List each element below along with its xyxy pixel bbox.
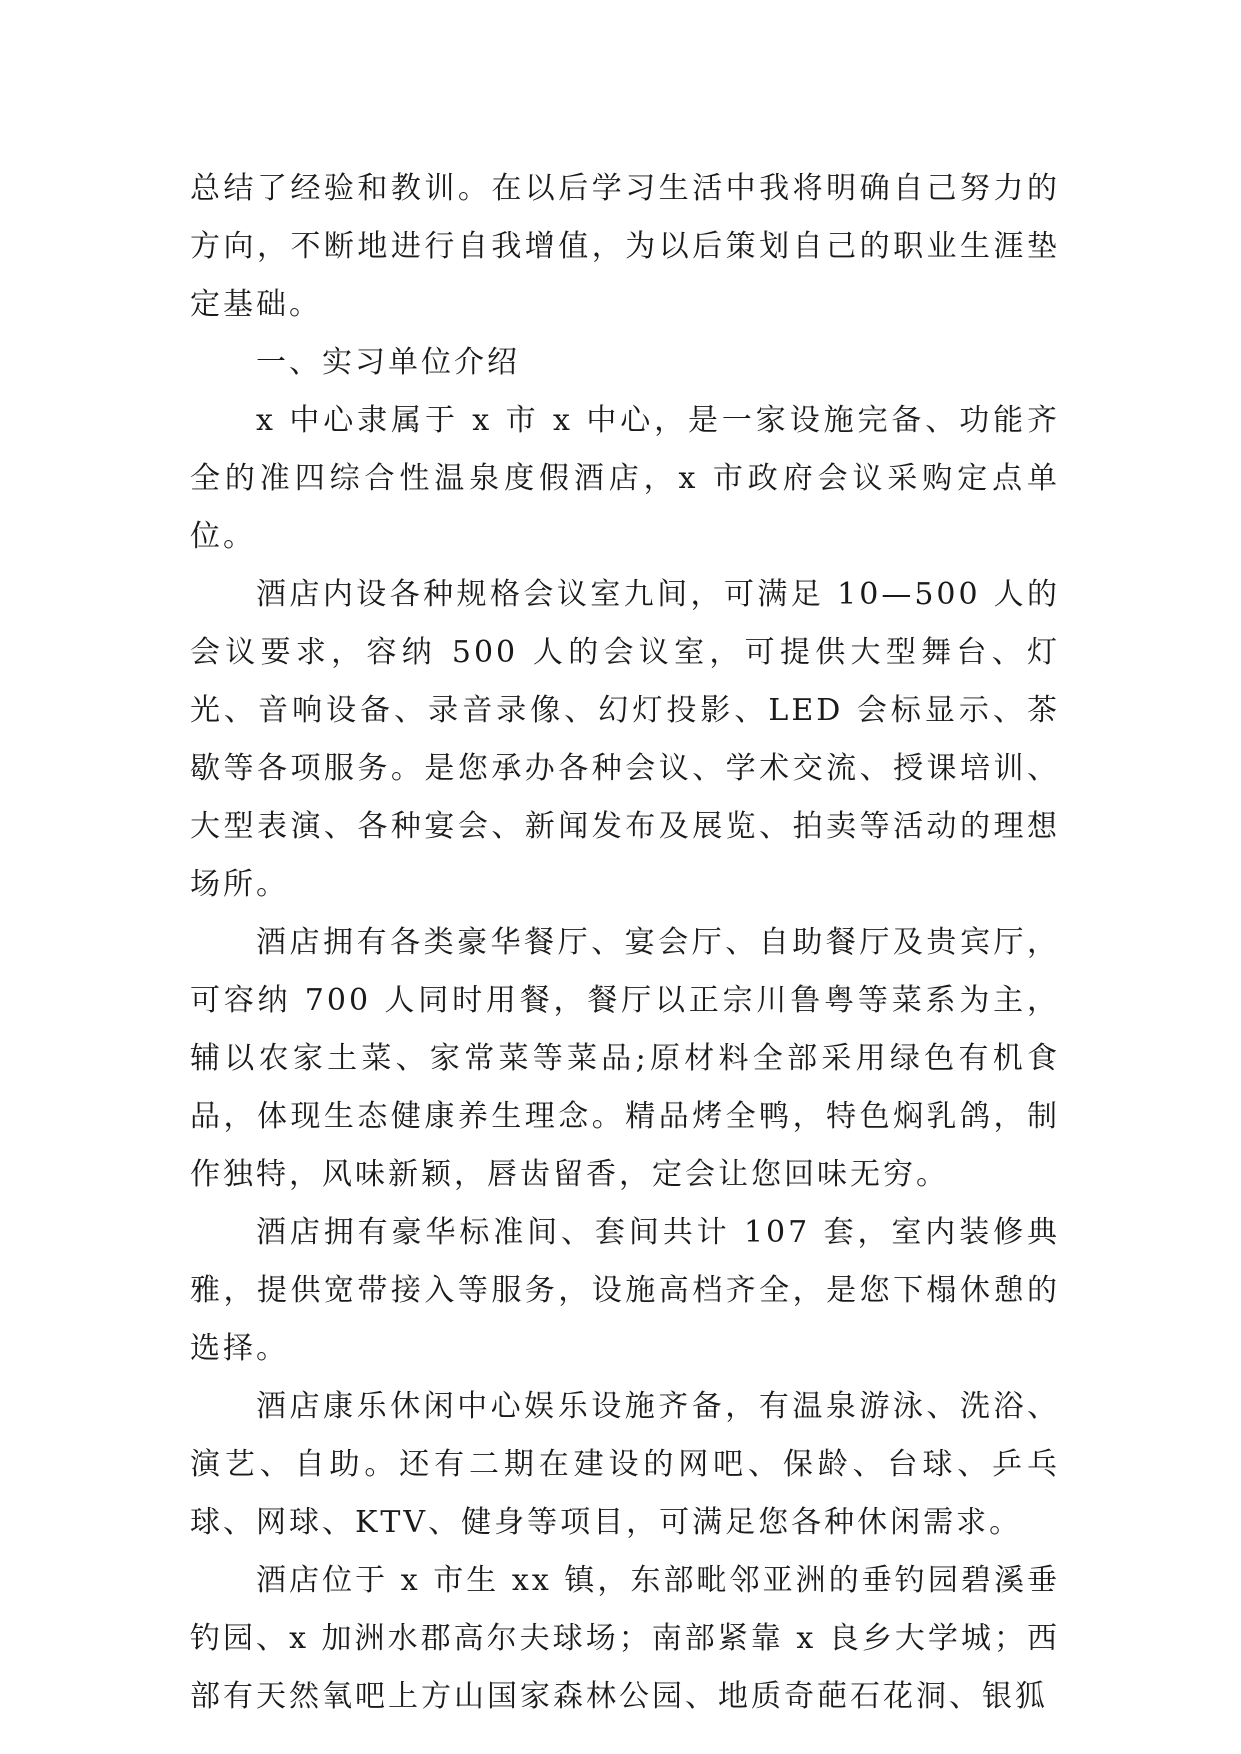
- paragraph-meeting-rooms: 酒店内设各种规格会议室九间，可满足 10—500 人的会议要求，容纳 500 人的会议室，可提供大型舞台、灯光、音响设备、录音录像、幻灯投影、LED 会标显示、茶歇等各项服务。是您承办各种会议、学术交流、授课培训、大型表演、各种宴会、新闻发布及展览、拍卖等活动的理想场所。: [190, 577, 1060, 902]
- paragraph-intro-continuation: 总结了经验和教训。在以后学习生活中我将明确自己努力的方向，不断地进行自我增值，为以后策划自己的职业生涯垫定基础。: [190, 171, 1060, 322]
- section-heading: 一、实习单位介绍: [256, 345, 520, 380]
- paragraph-recreation: 酒店康乐休闲中心娱乐设施齐备，有温泉游泳、洗浴、演艺、自助。还有二期在建设的网吧、保龄、台球、乒乓球、网球、KTV、健身等项目，可满足您各种休闲需求。: [190, 1389, 1060, 1540]
- paragraph-guest-rooms: 酒店拥有豪华标准间、套间共计 107 套，室内装修典雅，提供宽带接入等服务，设施高档齐全，是您下榻休憩的选择。: [190, 1215, 1060, 1366]
- paragraph-location: 酒店位于 x 市生 xx 镇，东部毗邻亚洲的垂钓园碧溪垂钓园、x 加洲水郡高尔夫球场；南部紧靠 x 良乡大学城；西部有天然氧吧上方山国家森林公园、地质奇葩石花洞、银狐: [190, 1563, 1060, 1714]
- paragraph-restaurants: 酒店拥有各类豪华餐厅、宴会厅、自助餐厅及贵宾厅，可容纳 700 人同时用餐，餐厅以正宗川鲁粤等菜系为主，辅以农家土菜、家常菜等菜品;原材料全部采用绿色有机食品，体现生态健康养生理念。精品烤全鸭，特色焖乳鸽，制作独特，风味新颖，唇齿留香，定会让您回味无穷。: [190, 925, 1060, 1192]
- document-body: [190, 160, 1060, 1726]
- paragraph-center-overview: x 中心隶属于 x 市 x 中心，是一家设施完备、功能齐全的准四综合性温泉度假酒店，x 市政府会议采购定点单位。: [190, 403, 1060, 554]
